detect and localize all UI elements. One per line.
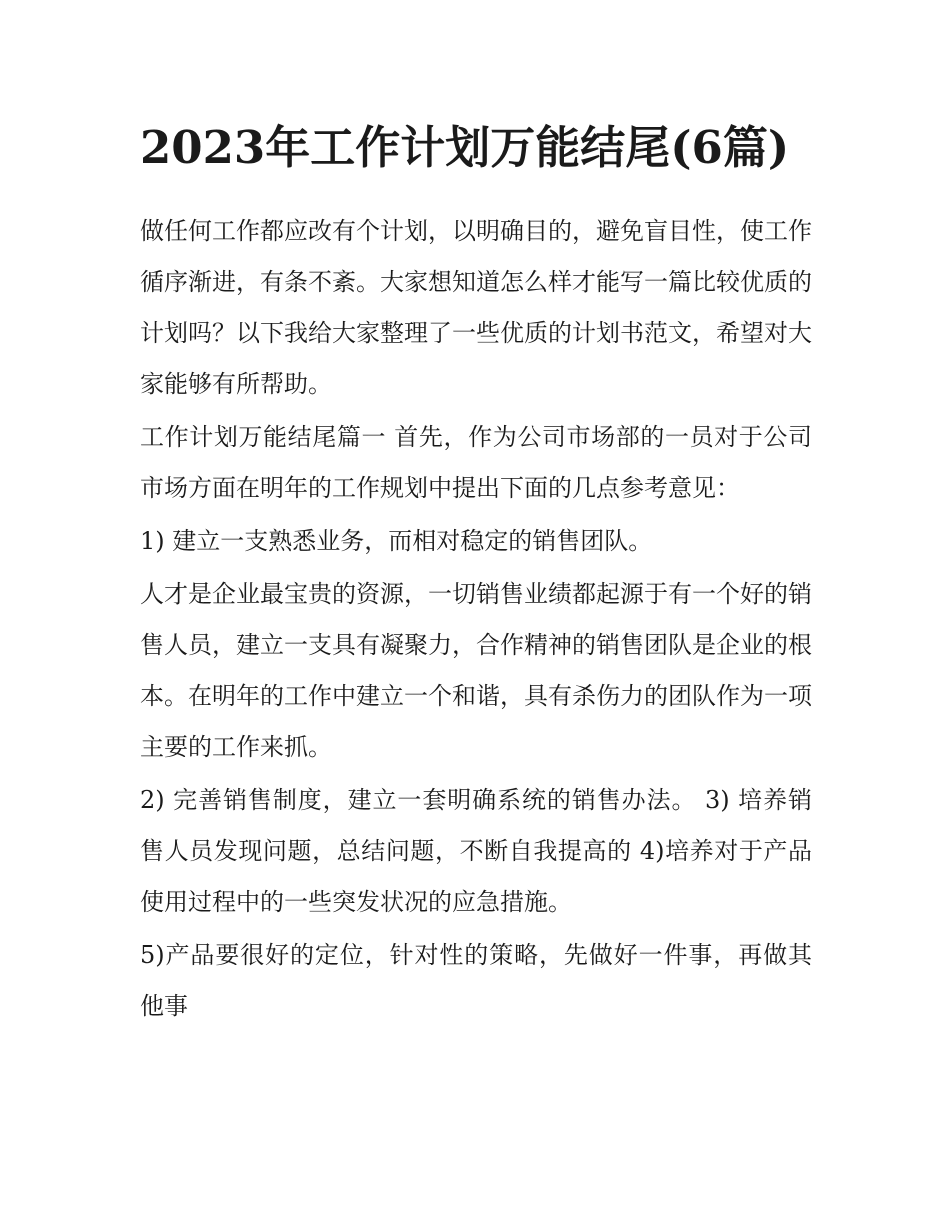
paragraph-intro: 做任何工作都应改有个计划，以明确目的，避免盲目性，使工作循序渐进，有条不紊。大家想知道怎么样才能写一篇比较优质的计划吗？以下我给大家整理了一些优质的计划书范文，希望对大家能够有所帮助。 (140, 217, 812, 398)
paragraph-section-one: 工作计划万能结尾篇一 首先，作为公司市场部的一员对于公司市场方面在明年的工作规划中提出下面的几点参考意见： (140, 423, 812, 502)
document-page (140, 112, 812, 1034)
paragraph-talent: 人才是企业最宝贵的资源，一切销售业绩都起源于有一个好的销售人员，建立一支具有凝聚力，合作精神的销售团队是企业的根本。在明年的工作中建立一个和谐，具有杀伤力的团队作为一项主要的工作来抓。 (140, 580, 812, 761)
paragraph-point-5: 5)产品要很好的定位，针对性的策略，先做好一件事，再做其他事 (140, 941, 812, 1020)
paragraph-points-2-4: 2) 完善销售制度，建立一套明确系统的销售办法。 3) 培养销售人员发现问题，总结问题，不断自我提高的 4)培养对于产品使用过程中的一些突发状况的应急措施。 (140, 786, 812, 916)
document-title: 2023年工作计划万能结尾(6篇) (140, 121, 790, 174)
paragraph-point-1: 1) 建立一支熟悉业务，而相对稳定的销售团队。 (140, 527, 653, 555)
